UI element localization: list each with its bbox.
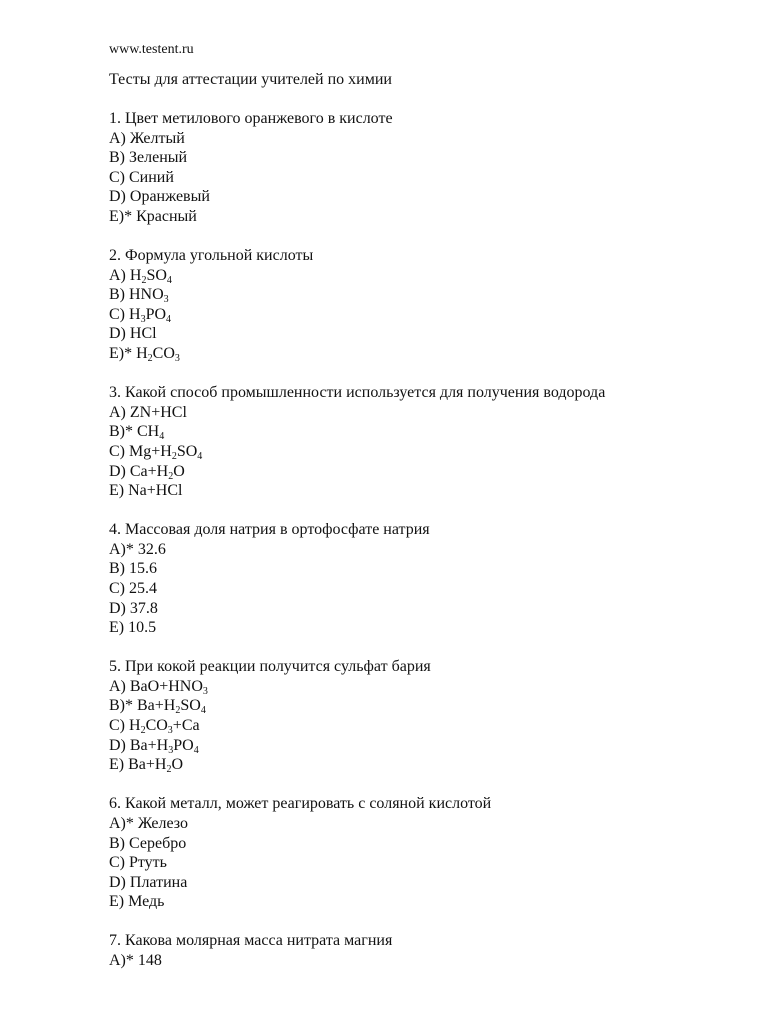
question-block <box>109 246 744 364</box>
subscript: 2 <box>141 274 147 286</box>
subscript: 2 <box>166 764 172 776</box>
question-block <box>109 520 744 638</box>
answer-option <box>109 951 744 971</box>
answer-option <box>109 579 744 599</box>
answer-text: E)* H <box>109 345 148 363</box>
subscript: 2 <box>147 353 153 365</box>
answer-text: CO <box>145 717 168 735</box>
question-block <box>109 383 744 501</box>
answer-option <box>109 324 744 344</box>
answer-option <box>109 540 744 560</box>
subscript: 4 <box>166 274 172 286</box>
answer-option <box>109 266 744 286</box>
answer-text: C) Синий <box>109 168 174 186</box>
answer-text: D) Оранжевый <box>109 188 210 206</box>
answer-option <box>109 755 744 775</box>
subscript: 4 <box>193 744 199 756</box>
answer-text: C) H <box>109 717 141 735</box>
answer-text: E) 10.5 <box>109 619 157 637</box>
answer-option <box>109 187 744 207</box>
answer-option <box>109 129 744 149</box>
answer-option <box>109 853 744 873</box>
subscript: 3 <box>168 744 174 756</box>
answer-text: E) Na+HCl <box>109 482 183 500</box>
answer-text: A)* Железо <box>109 814 189 832</box>
question-text: 4. Массовая доля натрия в ортофосфате натрия <box>109 521 430 539</box>
answer-text: E) Медь <box>109 893 165 911</box>
answer-option <box>109 344 744 364</box>
answer-text: C) H <box>109 305 141 323</box>
answer-text: A) H <box>109 266 142 284</box>
answer-option <box>109 892 744 912</box>
answer-text: SO <box>146 266 167 284</box>
answer-option <box>109 207 744 227</box>
subscript: 4 <box>159 431 165 443</box>
answer-text: CO <box>152 345 175 363</box>
answer-text: PO <box>173 736 194 754</box>
answer-text: B) HNO <box>109 286 164 304</box>
question-block <box>109 794 744 912</box>
answer-text: A) ZN+HCl <box>109 403 187 421</box>
answer-option <box>109 696 744 716</box>
answer-text: D) HCl <box>109 325 157 343</box>
subscript: 2 <box>168 470 174 482</box>
subscript: 3 <box>167 725 173 737</box>
answer-option <box>109 873 744 893</box>
subscript: 3 <box>163 294 169 306</box>
subscript: 2 <box>171 450 177 462</box>
answer-text: E)* Красный <box>109 207 197 225</box>
answer-text: B)* CH <box>109 423 160 441</box>
answer-option <box>109 481 744 501</box>
answer-text: D) Платина <box>109 873 188 891</box>
answer-text: PO <box>145 305 167 323</box>
answer-text: C) Ртуть <box>109 854 167 872</box>
answer-text: +Ca <box>172 717 200 735</box>
answer-option <box>109 148 744 168</box>
answer-text: O <box>171 756 184 774</box>
answer-option <box>109 599 744 619</box>
answer-text: C) Mg+H <box>109 442 172 460</box>
answer-option <box>109 559 744 579</box>
answer-text: B)* Ba+H <box>109 697 176 715</box>
answer-option <box>109 462 744 482</box>
answer-text: E) Ba+H <box>109 756 167 774</box>
answer-option <box>109 403 744 423</box>
answer-text: SO <box>176 442 198 460</box>
answer-option <box>109 422 744 442</box>
answer-text: A) Желтый <box>109 129 185 147</box>
answer-option <box>109 814 744 834</box>
answer-text: A) BaO+HNO <box>109 677 203 695</box>
answer-text: D) Ca+H <box>109 462 169 480</box>
answer-text: B) Зеленый <box>109 149 188 167</box>
answer-text: SO <box>180 697 201 715</box>
answer-text: A)* 148 <box>109 951 162 969</box>
question-text: 2. Формула угольной кислоты <box>109 247 314 265</box>
answer-option <box>109 305 744 325</box>
answer-text: D) Ba+H <box>109 736 169 754</box>
subscript: 3 <box>174 353 180 365</box>
answer-option <box>109 677 744 697</box>
subscript: 4 <box>166 313 172 325</box>
question-block <box>109 109 744 227</box>
subscript: 4 <box>197 450 203 462</box>
answer-option <box>109 716 744 736</box>
answer-text: D) 37.8 <box>109 599 158 617</box>
answer-option <box>109 168 744 188</box>
answer-option <box>109 618 744 638</box>
question-text: 1. Цвет метилового оранжевого в кислоте <box>109 110 393 127</box>
question-text: 6. Какой металл, может реагировать с соляной кислотой <box>109 795 492 813</box>
question-block <box>109 657 744 775</box>
site-url: www.testent.ru <box>109 42 194 57</box>
subscript: 3 <box>140 313 146 325</box>
answer-text: A)* 32.6 <box>109 540 166 558</box>
question-text: 5. При кокой реакции получится сульфат бария <box>109 658 431 676</box>
answer-text: B) 15.6 <box>109 560 157 578</box>
question-list <box>109 109 744 971</box>
document-page <box>109 40 744 990</box>
answer-text: O <box>173 462 185 480</box>
answer-option <box>109 285 744 305</box>
answer-option <box>109 736 744 756</box>
answer-text: C) 25.4 <box>109 579 157 597</box>
subscript: 4 <box>200 705 206 717</box>
subscript: 2 <box>175 705 181 717</box>
answer-option <box>109 834 744 854</box>
answer-text: B) Серебро <box>109 834 187 852</box>
document-title: Тесты для аттестации учителей по химии <box>109 71 392 88</box>
question-text: 7. Какова молярная масса нитрата магния <box>109 932 393 950</box>
question-text: 3. Какой способ промышленности используется для получения водорода <box>109 384 606 402</box>
subscript: 3 <box>202 685 208 697</box>
answer-option <box>109 442 744 462</box>
question-block <box>109 931 744 970</box>
subscript: 2 <box>140 725 146 737</box>
